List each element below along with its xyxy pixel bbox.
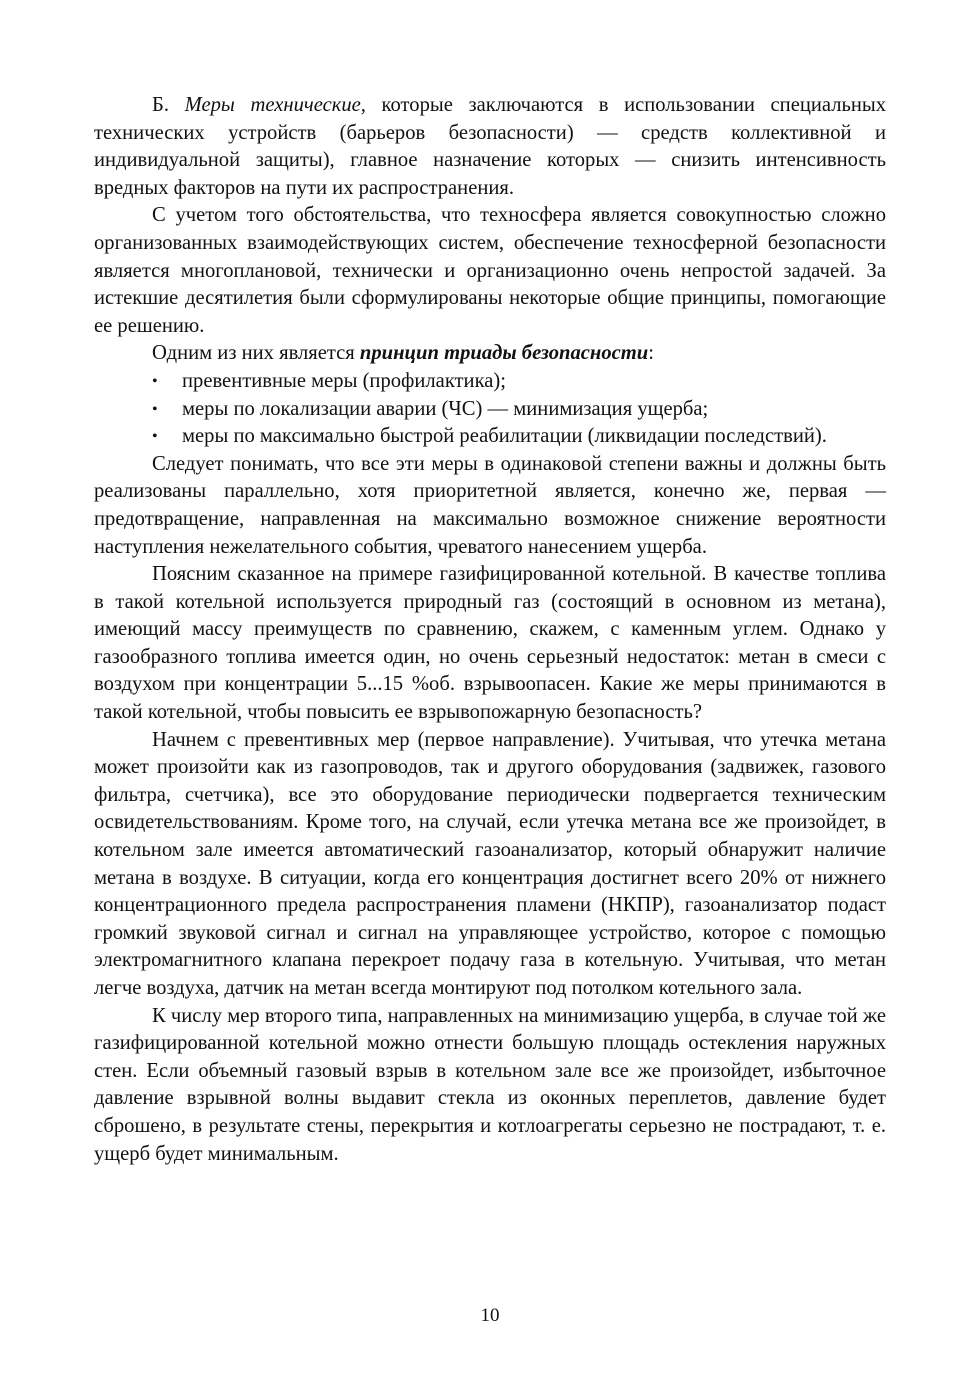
list-item: • меры по максимально быстрой реабилитации (ликвидации последствий). bbox=[94, 423, 886, 451]
bullet-icon: • bbox=[152, 400, 158, 418]
list-item: • превентивные меры (профилактика); bbox=[94, 368, 886, 396]
term-technical-measures: Меры технические, bbox=[184, 94, 366, 116]
list-item: • меры по локализации аварии (ЧС) — минимизация ущерба; bbox=[94, 396, 886, 424]
bullet-icon: • bbox=[152, 372, 158, 390]
paragraph-boiler-example: Поясним сказанное на примере газифицированной котельной. В качестве топлива в такой котельной используется природный газ (состоящий в основном из метана), имеющий массу преимуществ по сравнению, скажем, с каменным углем. Однако у газообразного топлива имеется один, но очень серьезный недостаток: метан в смеси с воздухом при концентрации 5...15 %об. взрывоопасен. Какие же меры принимаются в такой котельной, чтобы повысить ее взрывопожарную безопасность? bbox=[94, 563, 886, 724]
triad-list bbox=[94, 368, 886, 451]
paragraph-technical-measures: Б. Меры технические, которые заключаются в использовании специальных технических устройств (барьеров безопасности) — средств коллективной и индивидуальной защиты), главное назначение которых — снизить интенсивность вредных факторов на пути их распространения. bbox=[94, 94, 887, 199]
paragraph-technosphere: С учетом того обстоятельства, что техносфера является совокупностью сложно организованных взаимодействующих систем, обеспечение техносферной безопасности является многоплановой, технически и организационно очень непростой задачей. За истекшие десятилетия были сформулированы некоторые общие принципы, помогающие ее решению. bbox=[94, 204, 886, 337]
paragraph-priority: Следует понимать, что все эти меры в одинаковой степени важны и должны быть реализованы параллельно, хотя приоритетной является, конечно же, первая — предотвращение, направленная на максимально возможное снижение вероятности наступления нежелательного события, чреватого нанесением ущерба. bbox=[94, 452, 886, 558]
paragraph-preventive-measures: Начнем с превентивных мер (первое направление). Учитывая, что утечка метана может произойти как из газопроводов, так и другого оборудования (задвижек, газового фильтра, счетчика), все это оборудование периодически подвергается техническим освидетельствованиям. Кроме того, на случай, если утечка метана все же произойдет, в котельном зале имеется автоматический газоанализатор, который обнаружит наличие метана в воздухе. В ситуации, когда его концентрация достигнет всего 20% от нижнего концентрационного предела распространения пламени (НКПР), газоанализатор подаст громкий звуковой сигнал и сигнал на управляющее устройство, которое с помощью электромагнитного клапана перекроет подачу газа в котельную. Учитывая, что метан легче воздуха, датчик на метан всегда монтируют под потолком котельного зала. bbox=[94, 728, 886, 999]
paragraph-damage-minimization: К числу мер второго типа, направленных на минимизацию ущерба, в случае той же газифицированной котельной можно отнести большую площадь остекления наружных стен. Если объемный газовый взрыв в котельном зале все же произойдет, избыточное давление взрывной волны выдавит стекла из оконных переплетов, давление будет сброшено, в результате стены, перекрытия и котлоагрегаты серьезно не пострадают, т. е. ущерб будет минимальным. bbox=[94, 1004, 886, 1165]
term-safety-triad: принцип триады безопасности bbox=[359, 342, 649, 365]
page-body bbox=[94, 92, 886, 1168]
bullet-icon: • bbox=[152, 428, 158, 446]
paragraph-triad-intro: Одним из них является принцип триады безопасности: bbox=[152, 342, 654, 365]
page-number: 10 bbox=[480, 1305, 500, 1326]
